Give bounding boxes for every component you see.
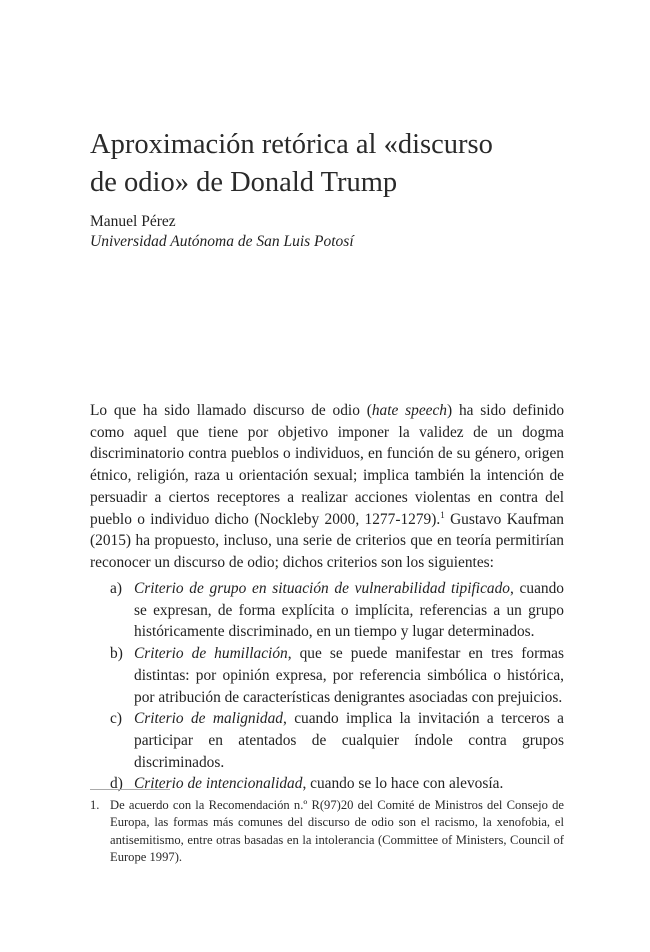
intro-text-2: ) ha sido definido como aquel que tiene por objetivo imponer la validez de un dogma discriminatorio contra pueblos o individuos, en función de su género, origen étnico, religión, raza u orientación sexual; implica también la intención de persuadir a ciertos receptores a realizar acciones violentas en contra del pueblo o individuo dicho (Nockleby 2000, 1277-1279).	[90, 402, 565, 528]
author-affiliation: Universidad Autónoma de San Luis Potosí	[90, 233, 354, 250]
author-name: Manuel Pérez	[90, 213, 176, 230]
criteria-term: Criterio de grupo en situación de vulnerabilidad tipificado	[134, 580, 510, 597]
footnote	[90, 797, 564, 867]
criteria-term: Criterio de malignidad	[134, 710, 283, 728]
intro-text-1: Lo que ha sido llamado discurso de odio (	[90, 402, 372, 419]
criteria-item	[90, 708, 564, 773]
criteria-marker: b)	[110, 645, 123, 663]
hate-speech-term: hate speech	[371, 402, 448, 419]
criteria-term: Criterio de humillación	[134, 645, 288, 663]
footnote-number: 1.	[90, 798, 100, 812]
footnote-reference[interactable]: 1	[440, 509, 445, 520]
criteria-marker: d)	[110, 775, 123, 793]
title-line-2: de odio» de Donald Trump	[90, 167, 398, 198]
criteria-item	[90, 643, 564, 708]
criteria-text: , que se puede manifestar en tres formas distintas: por opinión expresa, por referencia simbólica o histórica, por atribución de características denigrantes asociadas con prejuicios.	[134, 645, 564, 706]
intro-text-3: Gustavo Kaufman (2015) ha propuesto, incluso, una serie de criterios que en teoría permitirían reconocer un discurso de odio; dichos criterios son los siguientes:	[90, 510, 564, 571]
footnote-divider	[90, 789, 170, 790]
criteria-text: , cuando implica la invitación a terceros a participar en atentados de cualquier índole contra grupos discriminados.	[134, 710, 565, 771]
footnote-text: De acuerdo con la Recomendación n.º R(97)20 del Comité de Ministros del Consejo de Europa, las formas más comunes del discurso de odio son el racismo, la xenofobia, el antisemitismo, entre otras basadas en la intolerancia (Committee of Ministers, Council of Europe 1997).	[110, 798, 564, 865]
criteria-item	[90, 578, 564, 643]
criteria-list	[90, 578, 564, 795]
intro-paragraph	[90, 400, 564, 574]
criteria-marker: a)	[110, 580, 122, 597]
criteria-item	[90, 773, 564, 795]
criteria-term: Criterio de intencionalidad	[134, 775, 303, 793]
criteria-marker: c)	[110, 710, 122, 728]
criteria-text: , cuando se expresan, de forma explícita o implícita, referencias a un grupo históricamente discriminado, en un tiempo y lugar determinados.	[134, 580, 564, 641]
title-line-1: Aproximación retórica al «discurso	[90, 129, 493, 160]
article-title	[90, 126, 570, 202]
criteria-text: , cuando se lo hace con alevosía.	[302, 775, 504, 793]
